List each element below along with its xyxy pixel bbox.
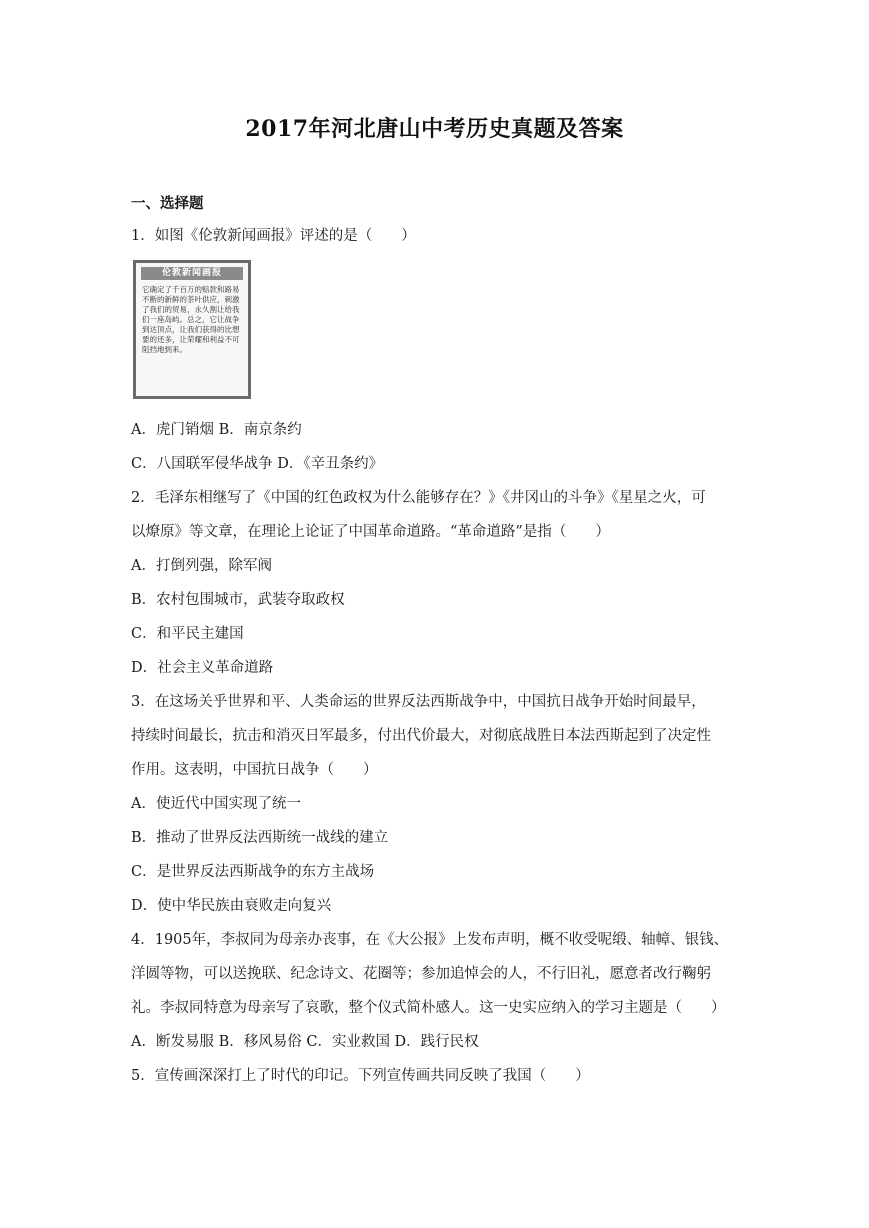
newspaper-clipping-image <box>133 260 251 399</box>
question-3-stem-line-1: 3．在这场关乎世界和平、人类命运的世界反法西斯战争中，中国抗日战争开始时间最早， <box>131 694 706 710</box>
newspaper-clipping-header: 伦敦新闻画报 <box>141 267 243 280</box>
question-2-stem-line-2: 以燎原》等文章，在理论上论证了中国革命道路。“革命道路”是指（ ） <box>131 524 610 540</box>
question-3-option-b: B．推动了世界反法西斯统一战线的建立 <box>131 830 389 846</box>
question-2-option-c: C．和平民主建国 <box>131 626 244 642</box>
question-2-option-d: D．社会主义革命道路 <box>131 660 274 676</box>
question-4-stem-line-2: 洋圆等物，可以送挽联、纪念诗文、花圈等；参加追悼会的人，不行旧礼，愿意者改行鞠躬 <box>131 966 711 982</box>
question-1-options-line-2: C．八国联军侵华战争 D．《辛丑条约》 <box>131 456 384 472</box>
question-4-stem-line-3: 礼。李叔同特意为母亲写了哀歌，整个仪式简朴感人。这一史实应纳入的学习主题是（ ） <box>131 1000 726 1016</box>
question-4-stem-line-1: 4．1905年，李叔同为母亲办丧事，在《大公报》上发布声明，概不收受呢缎、轴幛、银钱、 <box>131 932 729 948</box>
document-title: 2017年河北唐山中考历史真题及答案 <box>245 116 624 142</box>
newspaper-clipping-text: 它确定了千百万的赔款和路易不断的新鲜的茶叶供应，刺激了我们的贸易，永久割让给我们一座岛屿。总之，它让战争到达顶点，让我们获得的比想要的还多，让荣耀和利益不可阻挡地到来。 <box>142 285 240 354</box>
question-3-stem-line-3: 作用。这表明，中国抗日战争（ ） <box>131 762 378 778</box>
question-5-stem: 5．宣传画深深打上了时代的印记。下列宣传画共同反映了我国（ ） <box>131 1068 590 1084</box>
question-1-stem: 1．如图《伦敦新闻画报》评述的是（ ） <box>131 228 416 244</box>
section-heading: 一、选择题 <box>131 195 204 212</box>
question-2-stem-line-1: 2．毛泽东相继写了《中国的红色政权为什么能够存在？》《井冈山的斗争》《星星之火，可 <box>131 490 706 506</box>
question-3-option-d: D．使中华民族由衰败走向复兴 <box>131 898 332 914</box>
question-3-option-a: A．使近代中国实现了统一 <box>131 796 301 812</box>
question-3-option-c: C．是世界反法西斯战争的东方主战场 <box>131 864 375 880</box>
question-2-option-b: B．农村包围城市，武装夺取政权 <box>131 592 345 608</box>
question-2-option-a: A．打倒列强，除军阀 <box>131 558 272 574</box>
question-4-options: A．断发易服 B．移风易俗 C．实业救国 D．践行民权 <box>131 1034 479 1050</box>
question-3-stem-line-2: 持续时间最长，抗击和消灭日军最多，付出代价最大，对彻底战胜日本法西斯起到了决定性 <box>131 728 711 744</box>
question-1-options-line-1: A．虎门销烟 B．南京条约 <box>131 422 302 438</box>
